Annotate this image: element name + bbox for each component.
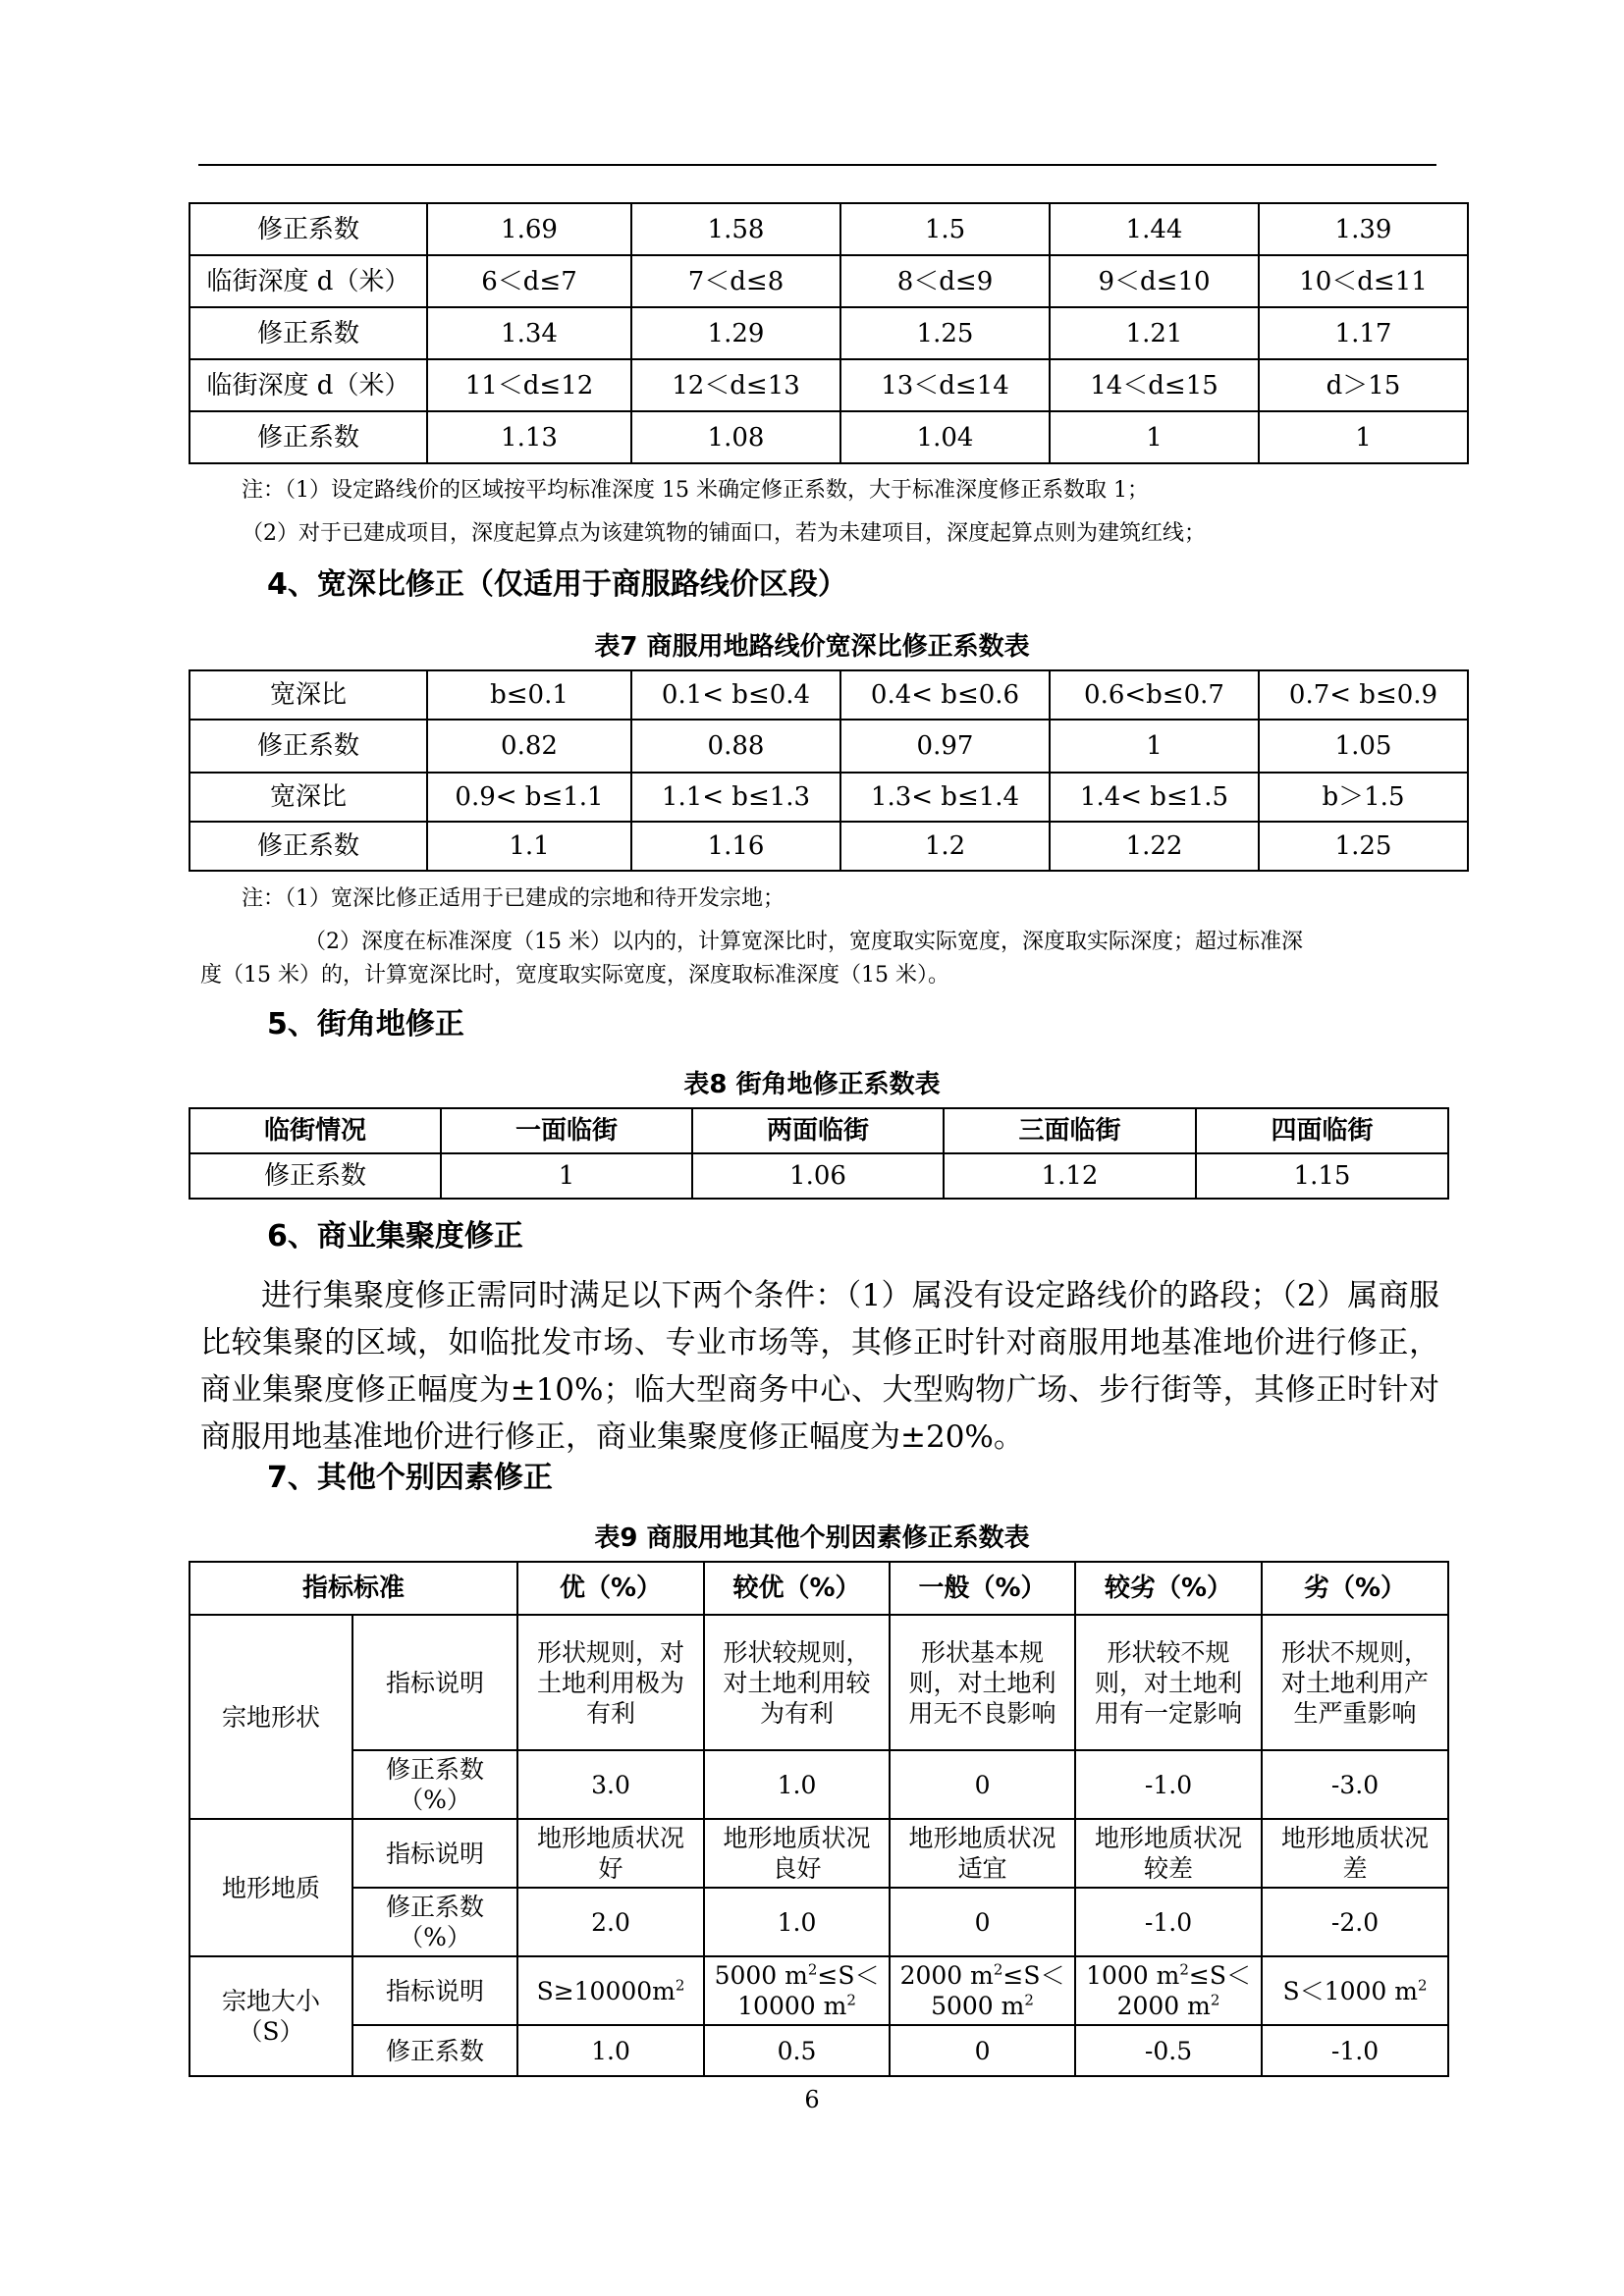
row-label: 修正系数 (352, 2025, 517, 2076)
table-cell: 1.13 (427, 411, 631, 463)
table-cell: 1.4< b≤1.5 (1050, 773, 1259, 822)
table-row (189, 1888, 1448, 1956)
table-cell: 1.2 (840, 822, 1050, 871)
table-row (189, 359, 1468, 411)
table-cell: 1.0 (517, 2025, 704, 2076)
table-9-caption: 表9 商服用地其他个别因素修正系数表 (594, 1523, 1030, 1553)
table-cell: 1.25 (1259, 822, 1468, 871)
table-cell: 0.1< b≤0.4 (631, 670, 840, 720)
table-cell: 2.0 (517, 1888, 704, 1956)
table-cell: 1.06 (692, 1153, 944, 1199)
table-row (189, 773, 1468, 822)
table-cell: 8＜d≤9 (840, 255, 1050, 307)
table-cell: 0 (890, 2025, 1075, 2076)
table-cell: 1000 $m^2\le S<2000$ $m^2$ (1075, 1956, 1262, 2025)
table-row (189, 203, 1468, 255)
table-row (189, 2025, 1448, 2076)
table-row (189, 411, 1468, 463)
table-cell: 5000 $m^2\le S<10000$ $m^2$ (704, 1956, 890, 2025)
table-cell: 0.6<b≤0.7 (1050, 670, 1259, 720)
table-cell: 1.69 (427, 203, 631, 255)
table-cell: 1.08 (631, 411, 840, 463)
row-label: 修正系数（%） (352, 1750, 517, 1819)
width-depth-ratio-table (189, 669, 1469, 872)
table-cell: 1.1 (427, 822, 631, 871)
row-label: 修正系数（%） (352, 1888, 517, 1956)
table-row (189, 720, 1468, 773)
table-row (189, 1153, 1448, 1199)
page-number: 6 (804, 2086, 820, 2113)
table-cell: 13＜d≤14 (840, 359, 1050, 411)
table-cell: 1.58 (631, 203, 840, 255)
section-6-heading: 6、商业集聚度修正 (267, 1219, 523, 1254)
table-cell: 1.21 (1050, 307, 1259, 359)
table-cell: 1.15 (1196, 1153, 1448, 1199)
table-cell: 1.29 (631, 307, 840, 359)
table-cell: 10＜d≤11 (1259, 255, 1468, 307)
table-cell: 1.0 (704, 1888, 890, 1956)
table-row (189, 1615, 1448, 1750)
row-label: 宽深比 (189, 670, 427, 720)
column-header: 临街情况 (189, 1108, 441, 1153)
corner-lot-table (189, 1107, 1449, 1200)
table-row (189, 307, 1468, 359)
table-cell: 地形地质状况差 (1262, 1819, 1448, 1888)
table-cell: 0.7< b≤0.9 (1259, 670, 1468, 720)
column-header: 优（%） (517, 1562, 704, 1615)
table-7-note-3: 度（15 米）的，计算宽深比时，宽度取实际宽度，深度取标准深度（15 米）。 (200, 963, 949, 988)
table-cell: 形状不规则，对土地利用产生严重影响 (1262, 1615, 1448, 1750)
table-cell: b＞1.5 (1259, 773, 1468, 822)
table-cell: 1.3< b≤1.4 (840, 773, 1050, 822)
row-label: 临街深度 d（米） (189, 359, 427, 411)
table-cell: 12＜d≤13 (631, 359, 840, 411)
row-label: 临街深度 d（米） (189, 255, 427, 307)
table-cell: 1 (1259, 411, 1468, 463)
table-cell: 1.34 (427, 307, 631, 359)
depth-note-1: 注：（1）设定路线价的区域按平均标准深度 15 米确定修正系数，大于标准深度修正系数取 1； (242, 478, 1149, 503)
table-cell: 地形地质状况良好 (704, 1819, 890, 1888)
table-cell: 0.82 (427, 720, 631, 773)
table-row (189, 670, 1468, 720)
section-4-heading: 4、宽深比修正（仅适用于商服路线价区段） (267, 567, 847, 602)
table-cell: 形状规则，对土地利用极为有利 (517, 1615, 704, 1750)
row-label: 指标说明 (352, 1956, 517, 2025)
table-cell: 1.0 (704, 1750, 890, 1819)
table-cell: 1.16 (631, 822, 840, 871)
table-cell: 地形地质状况较差 (1075, 1819, 1262, 1888)
table-cell: 0.88 (631, 720, 840, 773)
table-cell: -1.0 (1075, 1750, 1262, 1819)
table-row (189, 822, 1468, 871)
column-header: 较劣（%） (1075, 1562, 1262, 1615)
table-cell: 14＜d≤15 (1050, 359, 1259, 411)
table-cell: 1.5 (840, 203, 1050, 255)
column-header: 一般（%） (890, 1562, 1075, 1615)
table-cell: 6＜d≤7 (427, 255, 631, 307)
table-cell: 0.97 (840, 720, 1050, 773)
table-cell: -3.0 (1262, 1750, 1448, 1819)
table-cell: 1.39 (1259, 203, 1468, 255)
table-cell: 0.9< b≤1.1 (427, 773, 631, 822)
table-cell: -1.0 (1075, 1888, 1262, 1956)
table-7-caption: 表7 商服用地路线价宽深比修正系数表 (594, 632, 1030, 662)
table-cell: 0 (890, 1750, 1075, 1819)
row-group-label: 宗地大小（S） (189, 1956, 352, 2076)
table-cell: -0.5 (1075, 2025, 1262, 2076)
table-cell: 1.17 (1259, 307, 1468, 359)
table-7-note-2: （2）深度在标准深度（15 米）以内的，计算宽深比时，宽度取实际宽度，深度取实际深度；超过标准深 (304, 930, 1303, 954)
table-cell: 7＜d≤8 (631, 255, 840, 307)
table-row (189, 1819, 1448, 1888)
column-header: 指标标准 (189, 1562, 517, 1615)
table-cell: 地形地质状况适宜 (890, 1819, 1075, 1888)
row-label: 修正系数 (189, 411, 427, 463)
table-header-row (189, 1108, 1448, 1153)
depth-note-2: （2）对于已建成项目，深度起算点为该建筑物的铺面口，若为未建项目，深度起算点则为建筑红线； (242, 521, 1207, 546)
column-header: 四面临街 (1196, 1108, 1448, 1153)
column-header: 一面临街 (441, 1108, 692, 1153)
header-rule (198, 164, 1436, 166)
table-cell: 0 (890, 1888, 1075, 1956)
table-header-row (189, 1562, 1448, 1615)
row-label: 修正系数 (189, 1153, 441, 1199)
column-header: 较优（%） (704, 1562, 890, 1615)
table-cell: 形状较不规则，对土地利用有一定影响 (1075, 1615, 1262, 1750)
row-label: 指标说明 (352, 1819, 517, 1888)
table-cell: 1.22 (1050, 822, 1259, 871)
table-cell: 11＜d≤12 (427, 359, 631, 411)
table-cell: -1.0 (1262, 2025, 1448, 2076)
table-cell: 1.05 (1259, 720, 1468, 773)
table-cell: 1.44 (1050, 203, 1259, 255)
table-cell: d＞15 (1259, 359, 1468, 411)
table-cell: 形状较规则，对土地利用较为有利 (704, 1615, 890, 1750)
section-7-heading: 7、其他个别因素修正 (267, 1461, 553, 1495)
table-cell: S＜1000 $m^2$ (1262, 1956, 1448, 2025)
table-8-caption: 表8 街角地修正系数表 (683, 1070, 941, 1099)
table-cell: 1.25 (840, 307, 1050, 359)
row-label: 指标说明 (352, 1615, 517, 1750)
row-label: 修正系数 (189, 822, 427, 871)
table-cell: b≤0.1 (427, 670, 631, 720)
row-label: 修正系数 (189, 307, 427, 359)
section-5-heading: 5、街角地修正 (267, 1007, 464, 1041)
table-cell: 1.12 (944, 1153, 1196, 1199)
row-label: 修正系数 (189, 720, 427, 773)
table-cell: 1 (1050, 411, 1259, 463)
table-cell: 1.1< b≤1.3 (631, 773, 840, 822)
table-row (189, 255, 1468, 307)
table-row (189, 1956, 1448, 2025)
other-factors-table (189, 1561, 1449, 2077)
table-cell: 0.4< b≤0.6 (840, 670, 1050, 720)
table-cell: 9＜d≤10 (1050, 255, 1259, 307)
table-cell: 0.5 (704, 2025, 890, 2076)
table-cell: 地形地质状况好 (517, 1819, 704, 1888)
row-group-label: 地形地质 (189, 1819, 352, 1956)
row-label: 修正系数 (189, 203, 427, 255)
table-cell: 1.04 (840, 411, 1050, 463)
table-cell: 形状基本规则，对土地利用无不良影响 (890, 1615, 1075, 1750)
row-group-label: 宗地形状 (189, 1615, 352, 1819)
column-header: 三面临街 (944, 1108, 1196, 1153)
table-cell: 2000 $m^2\le S<5000$ $m^2$ (890, 1956, 1075, 2025)
row-label: 宽深比 (189, 773, 427, 822)
table-cell: 1 (1050, 720, 1259, 773)
table-row (189, 1750, 1448, 1819)
column-header: 劣（%） (1262, 1562, 1448, 1615)
table-cell: -2.0 (1262, 1888, 1448, 1956)
table-7-note-1: 注：（1）宽深比修正适用于已建成的宗地和待开发宗地； (242, 886, 785, 911)
table-cell: 3.0 (517, 1750, 704, 1819)
section-6-paragraph: 进行集聚度修正需同时满足以下两个条件：（1）属没有设定路线价的路段；（2）属商服比较集聚的区域，如临批发市场、专业市场等，其修正时针对商服用地基准地价进行修正，商业集聚度修正幅度为±10%；临大型商务中心、大型购物广场、步行街等，其修正时针对商服用地基准地价进行修正，商业集聚度修正幅度为±20%。 (200, 1278, 1439, 1455)
table-cell: $S\ge 10000m^2$ (517, 1956, 704, 2025)
depth-correction-table (189, 202, 1469, 464)
table-cell: 1 (441, 1153, 692, 1199)
column-header: 两面临街 (692, 1108, 944, 1153)
